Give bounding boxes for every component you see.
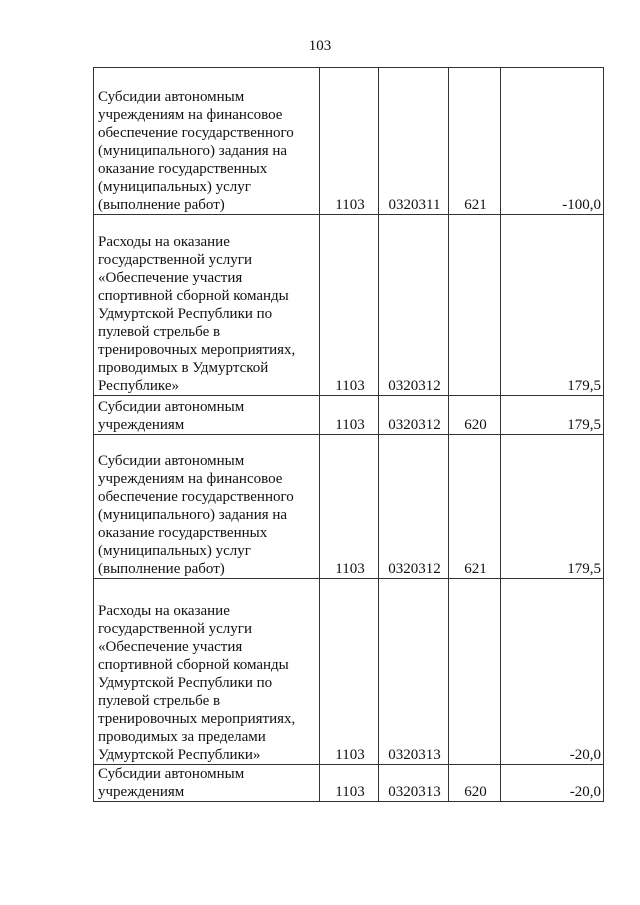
article-code: 0320312 [379,215,449,396]
page-number: 103 [308,38,332,54]
expense-type-code: 621 [449,435,501,579]
table-row [94,68,604,215]
section-code: 1103 [320,396,379,435]
table-row [94,435,604,579]
expense-type-code: 620 [449,765,501,802]
expense-name: Субсидии автономным учреждениям на финансовое обеспечение государственного (муниципального) задания на оказание государственных (муниципальных) услуг (выполнение работ) [94,68,320,215]
article-code: 0320313 [379,579,449,765]
article-code: 0320312 [379,396,449,435]
expense-type-code: 621 [449,68,501,215]
expense-type-code: 620 [449,396,501,435]
amount: -20,0 [501,765,604,802]
budget-table [93,67,604,802]
table-row [94,215,604,396]
table-row [94,396,604,435]
article-code: 0320312 [379,435,449,579]
table-row [94,765,604,802]
section-code: 1103 [320,765,379,802]
expense-name: Субсидии автономным учреждениям [94,765,320,802]
amount: 179,5 [501,435,604,579]
table-row [94,579,604,765]
section-code: 1103 [320,68,379,215]
section-code: 1103 [320,215,379,396]
amount: 179,5 [501,396,604,435]
expense-name: Субсидии автономным учреждениям [94,396,320,435]
article-code: 0320311 [379,68,449,215]
expense-name: Субсидии автономным учреждениям на финансовое обеспечение государственного (муниципального) задания на оказание государственных (муниципальных) услуг (выполнение работ) [94,435,320,579]
expense-type-code [449,579,501,765]
amount: -100,0 [501,68,604,215]
expense-name: Расходы на оказание государственной услуги «Обеспечение участия спортивной сборной команды Удмуртской Республики по пулевой стрельбе в тренировочных мероприятиях, проводимых за пределами Удмуртской Республики» [94,579,320,765]
article-code: 0320313 [379,765,449,802]
expense-name: Расходы на оказание государственной услуги «Обеспечение участия спортивной сборной команды Удмуртской Республики по пулевой стрельбе в тренировочных мероприятиях, проводимых в Удмуртской Республике» [94,215,320,396]
expense-type-code [449,215,501,396]
section-code: 1103 [320,435,379,579]
amount: 179,5 [501,215,604,396]
amount: -20,0 [501,579,604,765]
section-code: 1103 [320,579,379,765]
